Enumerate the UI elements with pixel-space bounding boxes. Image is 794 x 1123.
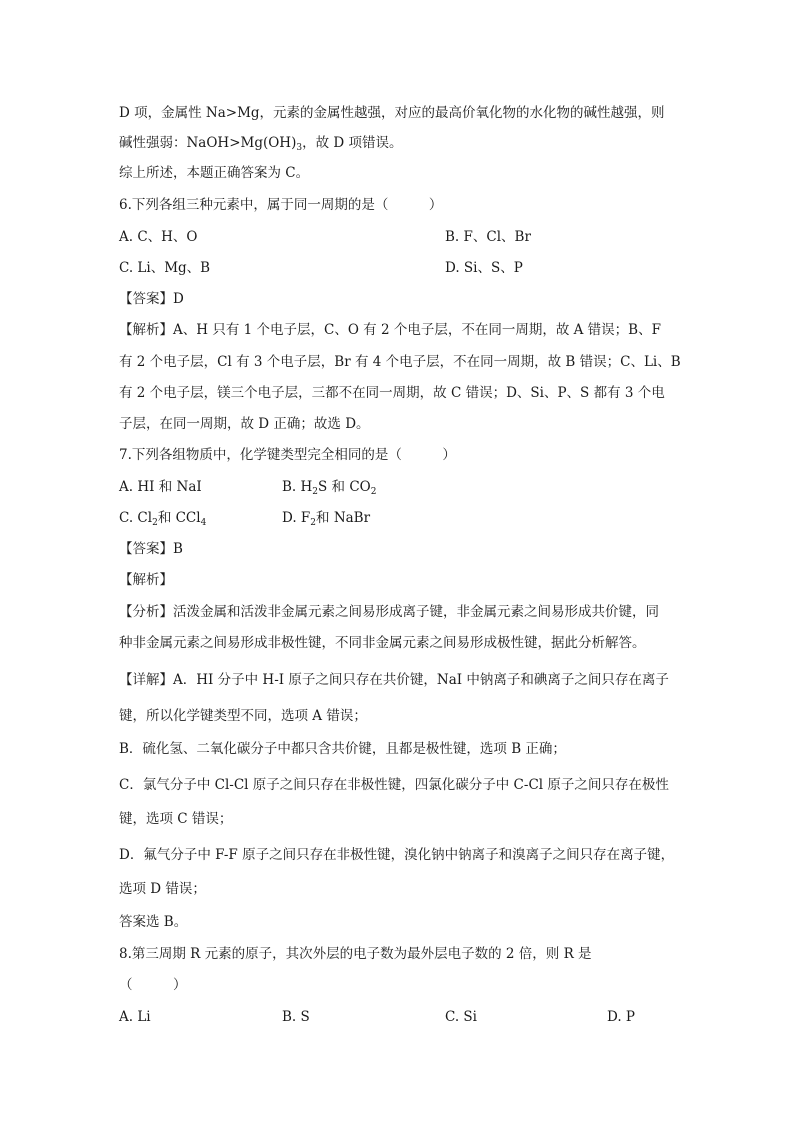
q6-option-c: C. Li、Mg、B (119, 260, 211, 276)
text-line: 键，选项 C 错误； (119, 811, 233, 827)
q8-option-d: D. P (607, 1009, 636, 1025)
question-7: 7.下列各组物质中，化学键类型完全相同的是（ ） (119, 447, 456, 463)
text-line: B．硫化氢、二氧化碳分子中都只含共价键，且都是极性键，选项 B 正确； (119, 741, 566, 757)
q8-option-b: B. S (282, 1009, 310, 1025)
question-6: 6.下列各组三种元素中，属于同一周期的是（ ） (119, 197, 443, 213)
text-line: D 项，金属性 Na>Mg，元素的金属性越强，对应的最高价氧化物的水化物的碱性越强，则 (119, 105, 665, 121)
q7-option-b: B. $H_2S$ 和 $CO_2$ (282, 479, 377, 497)
text-line: 综上所述，本题正确答案为 C。 (119, 165, 310, 181)
q7-option-a: A. HI 和 NaI (119, 479, 202, 495)
text-line: 碱性强弱：$NaOH>Mg(OH)_3$，故 D 项错误。 (119, 135, 403, 153)
text-line: 【解析】 (119, 572, 173, 588)
text-line: 有 2 个电子层，Cl 有 3 个电子层，Br 有 4 个电子层，不在同一周期，故 B 错误；C、Li、B (119, 354, 681, 370)
question-8: 8.第三周期 R 元素的原子，其次外层的电子数为最外层电子数的 2 倍，则 R 是 (119, 946, 592, 962)
q7-option-c: C. $Cl_2$和 CCl$_4$ (119, 510, 207, 528)
answer-label: 【答案】B (119, 541, 183, 557)
q6-option-b: B. F、Cl、Br (445, 229, 531, 245)
text-line: D．氟气分子中 F-F 原子之间只存在非极性键，溴化钠中钠离子和溴离子之间只存在离子键， (119, 847, 675, 863)
answer-label: 【答案】D (119, 291, 184, 307)
q6-option-a: A. C、H、O (119, 229, 198, 245)
text-line: 子层，在同一周期，故 D 正确；故选 D。 (119, 416, 370, 432)
text-line: 答案选 B。 (119, 914, 188, 930)
text-line: （ ） (119, 977, 187, 993)
q8-option-c: C. Si (445, 1009, 477, 1025)
text-line: 种非金属元素之间易形成非极性键，不同非金属元素之间易形成极性键，据此分析解答。 (119, 635, 646, 651)
q7-option-d: D. $F_2$和 NaBr (282, 510, 371, 528)
text-line: 【解析】A、H 只有 1 个电子层，C、O 有 2 个电子层，不在同一周期，故 A 错误；B、F (119, 322, 661, 338)
text-line: 【分析】活泼金属和活泼非金属元素之间易形成离子键，非金属元素之间易形成共价键，同 (119, 604, 659, 620)
text-line: 有 2 个电子层，镁三个电子层，三都不在同一周期，故 C 错误；D、Si、P、S 都有 3 个电 (119, 385, 665, 401)
text-line: 【详解】A．HI 分子中 H-I 原子之间只存在共价键，NaI 中钠离子和碘离子之间只存在离子 (119, 672, 669, 688)
text-line: 键，所以化学键类型不同，选项 A 错误； (119, 708, 367, 724)
q6-option-d: D. Si、S、P (445, 260, 523, 276)
text-line: C．氯气分子中 Cl-Cl 原子之间只存在非极性键，四氯化碳分子中 C-Cl 原子之间只存在极性 (119, 777, 669, 793)
q8-option-a: A. Li (119, 1009, 151, 1025)
text-line: 选项 D 错误； (119, 881, 206, 897)
